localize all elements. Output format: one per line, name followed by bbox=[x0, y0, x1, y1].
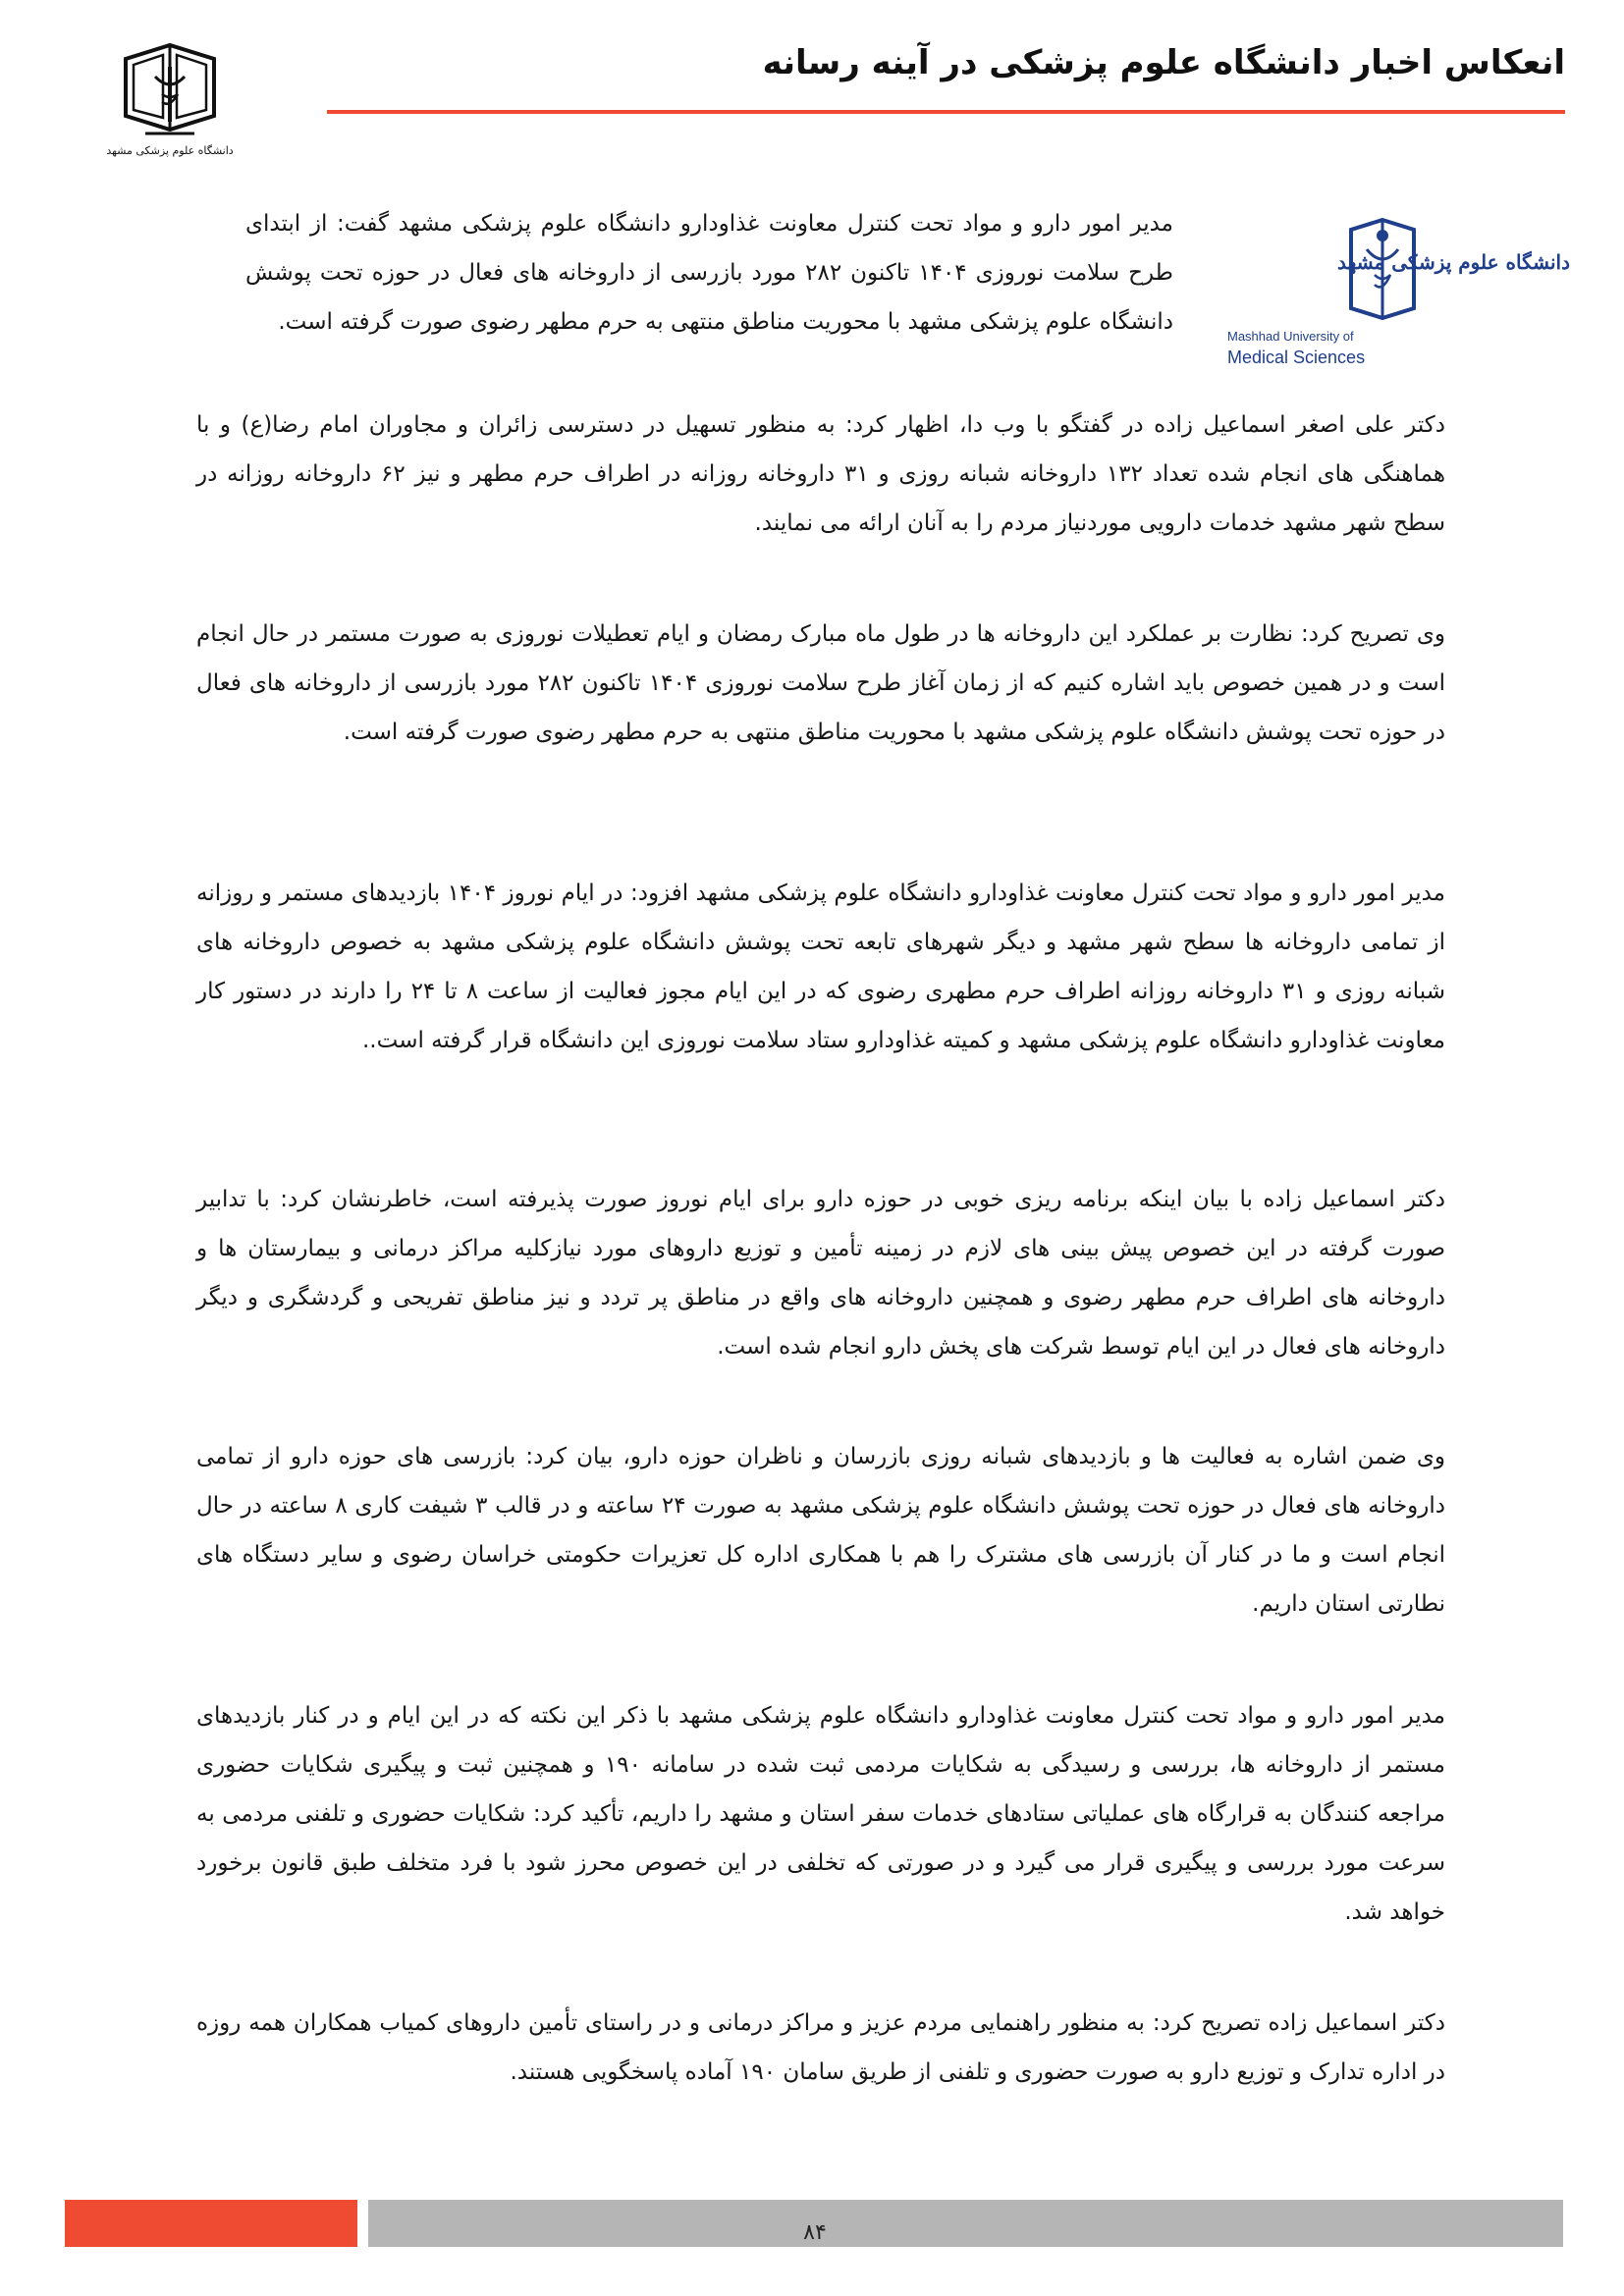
paragraph-2: دکتر علی اصغر اسماعیل زاده در گفتگو با وب دا، اظهار کرد: به منظور تسهیل در دسترسی زائران و مجاوران امام رضا(ع) و با هماهنگی های انجام شده تعداد ۱۳۲ داروخانه شبانه روزی و ۳۱ داروخانه روزانه در اطراف حرم مطهر و نیز ۶۲ داروخانه روزانه در سطح شهر مشهد خدمات دارویی موردنیاز مردم را به آنان ارائه می نمایند. bbox=[196, 412, 1445, 536]
paragraph-8: دکتر اسماعیل زاده تصریح کرد: به منظور راهنمایی مردم عزیز و مراکز درمانی و در راستای تأمین داروهای کمیاب همکاران همه روزه در اداره تدارک و توزیع دارو به صورت حضوری و تلفنی از طریق سامان ۱۹۰ آماده پاسخگویی هستند. bbox=[196, 2010, 1445, 2085]
header-logo-script: دانشگاه علوم پزشکی مشهد bbox=[106, 144, 234, 157]
paragraph-3: وی تصریح کرد: نظارت بر عملکرد این داروخانه ها در طول ماه مبارک رمضان و ایام تعطیلات نوروزی به صورت مستمر در حال انجام است و در همین خصوص باید اشاره کنیم که از زمان آغاز طرح سلامت نوروزی ۱۴۰۴ تاکنون ۲۸۲ مورد بازرسی از داروخانه های فعال در حوزه تحت پوشش دانشگاه علوم پزشکی مشهد با محوریت مناطق منتهی به حرم مطهر رضوی صورت گرفته است. bbox=[196, 621, 1445, 745]
paragraph-1: مدیر امور دارو و مواد تحت کنترل معاونت غذاودارو دانشگاه علوم پزشکی مشهد گفت: از ابتدای طرح سلامت نوروزی ۱۴۰۴ تاکنون ۲۸۲ مورد بازرسی از داروخانه های فعال در حوزه تحت پوشش دانشگاه علوم پزشکی مشهد با محوریت مناطق منتهی به حرم مطهر رضوی صورت گرفته است. bbox=[245, 211, 1173, 335]
inset-logo-en-line2: Medical Sciences bbox=[1227, 347, 1366, 367]
university-inset-logo bbox=[1218, 198, 1570, 378]
paragraph-4: مدیر امور دارو و مواد تحت کنترل معاونت غذاودارو دانشگاه علوم پزشکی مشهد افزود: در ایام نوروز ۱۴۰۴ بازدیدهای مستمر و روزانه از تمامی داروخانه ها سطح شهر مشهد و دیگر شهرهای تابعه تحت پوشش دانشگاه علوم پزشکی مشهد به خصوص داروخانه های شبانه روزی و ۳۱ داروخانه روزانه اطراف حرم مطهری رضوی که در این ایام مجوز فعالیت از ساعت ۸ تا ۲۴ را دارند در دستور کار معاونت غذاودارو دانشگاه علوم پزشکی مشهد و کمیته غذاودارو ستاد سلامت نوروزی این دانشگاه قرار گرفته است.. bbox=[196, 881, 1446, 1053]
page-header-title: انعکاس اخبار دانشگاه علوم پزشکی در آینه رسانه bbox=[762, 43, 1565, 82]
footer-gray-bar bbox=[368, 2200, 1563, 2247]
paragraph-7: مدیر امور دارو و مواد تحت کنترل معاونت غذاودارو دانشگاه علوم پزشکی مشهد با ذکر این نکته که در این ایام و در کنار بازدیدهای مستمر از داروخانه ها، بررسی و رسیدگی به شکایات مردمی ثبت شده در سامانه ۱۹۰ و همچنین ثبت و پیگیری شکایات حضوری مراجعه کنندگان به قرارگاه های عملیاتی ستادهای خدمات سفر استان و مشهد را داریم، تأکید کرد: شکایات حضوری و تلفنی مردمی به سرعت مورد بررسی و پیگیری قرار می گیرد و در صورتی که تخلفی در این خصوص محرز شود با فرد متخلف طبق قانون برخورد خواهد شد. bbox=[196, 1703, 1445, 1925]
paragraph-5: دکتر اسماعیل زاده با بیان اینکه برنامه ریزی خوبی در حوزه دارو برای ایام نوروز صورت پذیرفته است، خاطرنشان کرد: با تدابیر صورت گرفته در این خصوص پیش بینی های لازم در زمینه تأمین و توزیع داروهای مورد نیازکلیه مراکز درمانی و بیمارستان ها و داروخانه های اطراف حرم مطهر رضوی و همچنین داروخانه های واقع در مناطق پر تردد و نیز مناطق تفریحی و گردشگری و دیگر داروخانه های فعال در این ایام توسط شرکت های پخش دارو انجام شده است. bbox=[196, 1187, 1445, 1360]
university-emblem-icon bbox=[106, 39, 234, 162]
footer-accent-bar bbox=[65, 2200, 357, 2247]
inset-logo-en-line1: Mashhad University of bbox=[1227, 329, 1354, 344]
header-divider bbox=[327, 110, 1565, 114]
paragraph-6: وی ضمن اشاره به فعالیت ها و بازدیدهای شبانه روزی بازرسان و ناظران حوزه دارو، بیان کرد: بازرسی های حوزه دارو از تمامی داروخانه های فعال در حوزه تحت پوشش دانشگاه علوم پزشکی مشهد به صورت ۲۴ ساعته و در قالب ۳ شیفت کاری ۸ ساعته در حال انجام است و ما در کنار آن بازرسی های مشترک را هم با همکاری اداره کل تعزیرات حکومتی خراسان رضوی و سایر دستگاه های نطارتی استان داریم. bbox=[196, 1444, 1446, 1617]
inset-logo-script: دانشگاه علوم پزشکی مشهد bbox=[1337, 250, 1570, 274]
page-number: ۸۴ bbox=[803, 2220, 827, 2245]
